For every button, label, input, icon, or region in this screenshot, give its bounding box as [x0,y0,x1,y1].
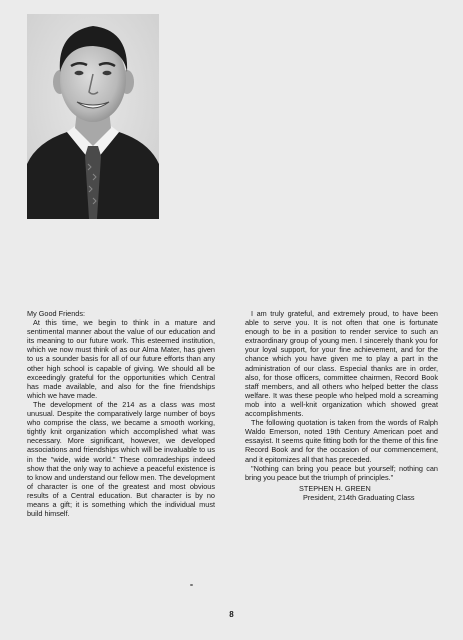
paragraph: The development of the 214 as a class was most unusual. Despite the comparatively large number of boys who comprise the class, we became a smooth working, tightly knit organization which accomplished what was necessary. More significant, however, we developed associations and friendships which will be invaluable to us in the "wide, wide world." These comradeships indeed show that the only way to achieve a peaceful existence is to know and understand our fellow men. The development of character is one of the greatest and most obvious results of a Central education. But character is by no means a gift; it is something which the individual must build himself. [27,399,215,519]
letter-left-column [27,309,215,518]
portrait-illustration [27,14,159,219]
portrait-photo [27,14,159,219]
paragraph: I am truly grateful, and extremely proud, to have been able to serve you. It is not often that one is fortunate enough to be in a position to render service to such an extraordinary group of young men. I sincerely thank you for your loyal support, for your fine achievement, and for the chance which you have given me to play a part in the administration of our class. Especial thanks are in order, also, for those officers, committee chairmen, Record Book staff members, and all others who helped better the class welfare. It was these people who helped mold a screaming mob into a well-knit organization which showed great accomplishments. [245,309,438,419]
signature-title: President, 214th Graduating Class [303,492,415,502]
quotation: "Nothing can bring you peace but yourself; nothing can bring you peace but the triumph of principles." [245,463,438,482]
paragraph: At this time, we begin to think in a mature and sentimental manner about the value of our education and its meaning to our future work. This esteemed institution, which we now must think of as our Alma Mater, has given to us a sounder basis for all of our future efforts than any other high school is capable of giving. We should all be exceedingly grateful for the opportunities which Central has made available, and also for the fine friendships which we have made. [27,318,215,400]
signature-name: STEPHEN H. GREEN [299,483,371,493]
paragraph: The following quotation is taken from the words of Ralph Waldo Emerson, noted 19th Century American poet and essayist. It seems quite fitting both for the theme of this fine Record Book and for the occasion of our commencement, and it epitomizes all that has preceded. [245,418,438,464]
salutation: My Good Friends: [27,309,85,318]
signature-block [299,484,438,502]
print-speck [190,584,193,586]
letter-right-column [245,309,438,502]
page-number: 8 [229,610,234,619]
